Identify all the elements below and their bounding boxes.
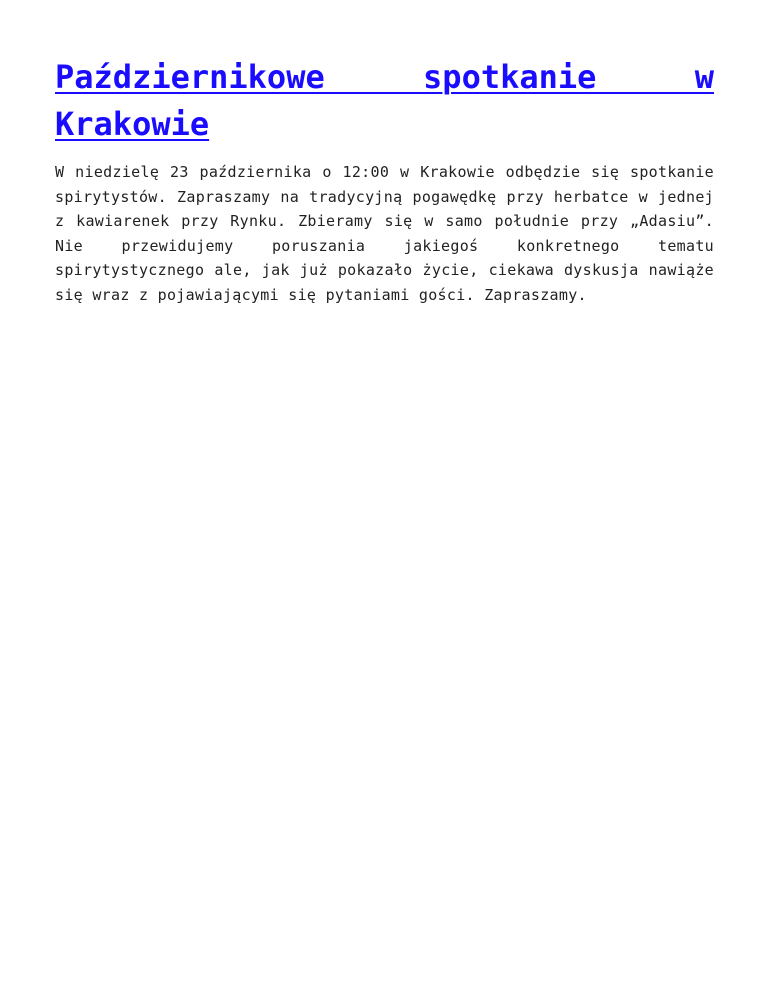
post-title	[55, 54, 714, 148]
post-body: W niedzielę 23 października o 12:00 w Krakowie odbędzie się spotkanie spirytystów. Zapraszamy na tradycyjną pogawędkę przy herbatce w jednej z kawiarenek przy Rynku. Zbieramy się w samo południe przy „Adasiu”. Nie przewidujemy poruszania jakiegoś konkretnego tematu spirytystycznego ale, jak już pokazało życie, ciekawa dyskusja nawiąże się wraz z pojawiającymi się pytaniami gości. Zapraszamy.	[55, 163, 714, 304]
article	[55, 54, 714, 307]
post-title-link[interactable]: Październikowe spotkanie w Krakowie	[55, 58, 714, 143]
